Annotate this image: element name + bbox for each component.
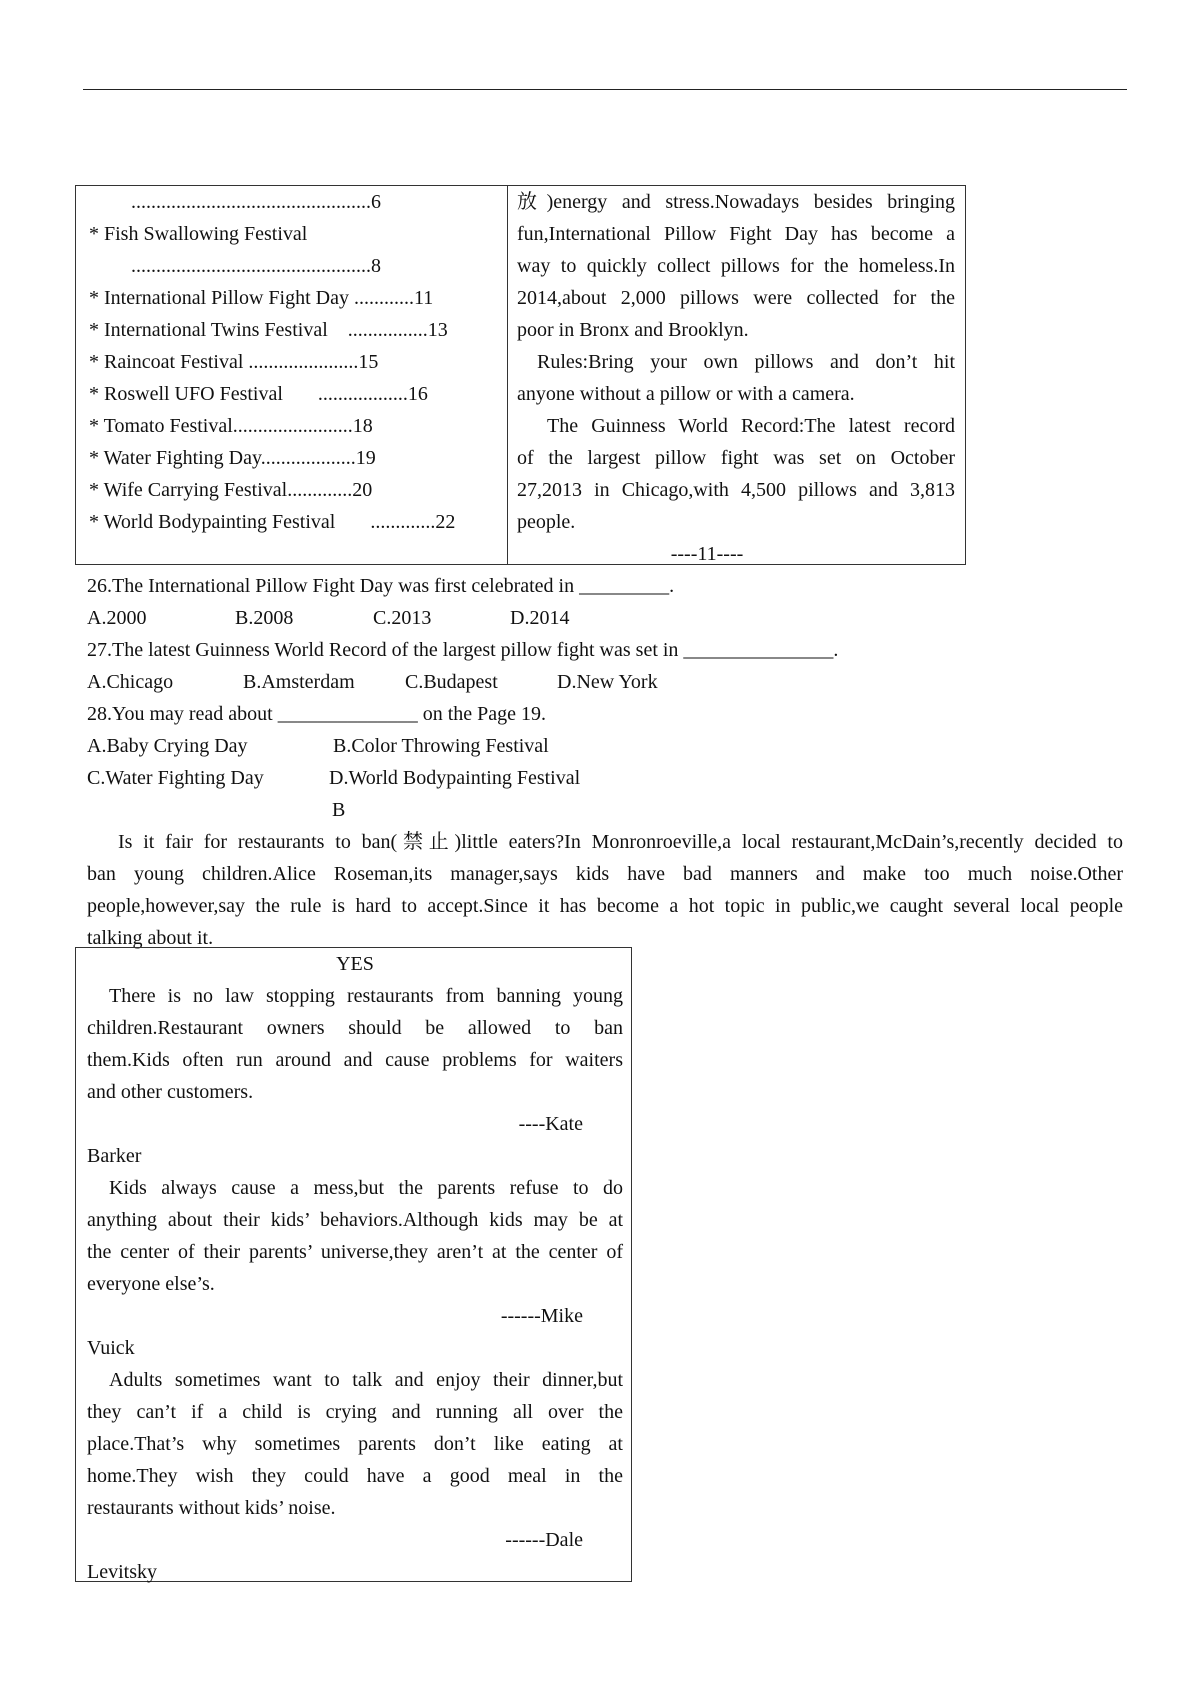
toc-line: ................................................6 (131, 191, 381, 213)
opinion-line: and other customers. (87, 1081, 254, 1103)
article-line: poor in Bronx and Brooklyn. (517, 319, 749, 341)
author-signature: Levitsky (87, 1561, 157, 1583)
opinion-line: the center of their parents’ universe,they aren’t at the center of (87, 1241, 623, 1263)
opinion-line: Kids always cause a mess,but the parents refuse to do (109, 1177, 623, 1199)
toc-line: * International Twins Festival ................13 (89, 319, 448, 341)
q28-option-b: B.Color Throwing Festival (333, 735, 549, 757)
article-line: 27,2013 in Chicago,with 4,500 pillows and 3,813 (517, 479, 955, 501)
opinion-line: Adults sometimes want to talk and enjoy their dinner,but (109, 1369, 623, 1391)
q27-option-a: A.Chicago (87, 671, 174, 693)
author-signature: ------Dale (505, 1529, 583, 1551)
q26-option-b: B.2008 (235, 607, 294, 629)
contents-and-article-box (75, 185, 966, 565)
author-signature: Barker (87, 1145, 142, 1167)
paragraph-line: people,however,say the rule is hard to accept.Since it has become a hot topic in public,we caught several local people (87, 895, 1123, 917)
column-divider (507, 186, 508, 564)
paragraph-line: talking about it. (87, 927, 214, 949)
q28-option-c: C.Water Fighting Day (87, 767, 264, 789)
article-line: fun,International Pillow Fight Day has become a (517, 223, 955, 245)
question-28: 28.You may read about ______________ on the Page 19. (87, 703, 547, 725)
header-rule (83, 89, 1127, 90)
yes-opinions-box (75, 947, 632, 1582)
author-signature: ----Kate (518, 1113, 583, 1135)
q26-option-d: D.2014 (510, 607, 570, 629)
opinion-line: home.They wish they could have a good meal in the (87, 1465, 623, 1487)
toc-line: * Raincoat Festival ......................15 (89, 351, 379, 373)
toc-line: * Tomato Festival........................18 (89, 415, 373, 437)
article-line: The Guinness World Record:The latest record (547, 415, 955, 437)
article-line: way to quickly collect pillows for the homeless.In (517, 255, 955, 277)
article-line: 2014,about 2,000 pillows were collected for the (517, 287, 955, 309)
opinion-line: children.Restaurant owners should be allowed to ban (87, 1017, 623, 1039)
toc-line: ................................................8 (131, 255, 381, 277)
question-27: 27.The latest Guinness World Record of the largest pillow fight was set in _______________. (87, 639, 839, 661)
opinion-line: them.Kids often run around and cause problems for waiters (87, 1049, 623, 1071)
toc-line: * Wife Carrying Festival.............20 (89, 479, 373, 501)
q28-option-a: A.Baby Crying Day (87, 735, 248, 757)
opinion-line: place.That’s why sometimes parents don’t like eating at (87, 1433, 623, 1455)
paragraph-line: ban young children.Alice Roseman,its manager,says kids have bad manners and make too much noise.Other (87, 863, 1123, 885)
opinion-line: anything about their kids’ behaviors.Although kids may be at (87, 1209, 623, 1231)
toc-line: * Roswell UFO Festival ..................16 (89, 383, 428, 405)
toc-line: * Fish Swallowing Festival (89, 223, 308, 245)
opinion-line: restaurants without kids’ noise. (87, 1497, 336, 1519)
paragraph-line: Is it fair for restaurants to ban(禁止)little eaters?In Monronroeville,a local restaurant,McDain’s,recently decided to (118, 831, 1123, 853)
page-number: ----11---- (670, 543, 744, 565)
q27-option-c: C.Budapest (405, 671, 498, 693)
toc-line: * International Pillow Fight Day ............11 (89, 287, 434, 309)
article-line: people. (517, 511, 576, 533)
opinion-line: There is no law stopping restaurants from banning young (109, 985, 623, 1007)
opinion-line: everyone else’s. (87, 1273, 215, 1295)
q27-option-d: D.New York (557, 671, 658, 693)
opinion-line: they can’t if a child is crying and running all over the (87, 1401, 623, 1423)
article-line: of the largest pillow fight was set on October (517, 447, 955, 469)
q26-option-a: A.2000 (87, 607, 147, 629)
article-line: Rules:Bring your own pillows and don’t hit (537, 351, 955, 373)
article-line: 放)energy and stress.Nowadays besides bringing (517, 191, 955, 213)
q27-option-b: B.Amsterdam (243, 671, 355, 693)
article-line: anyone without a pillow or with a camera. (517, 383, 855, 405)
yes-heading: YES (336, 953, 374, 975)
question-26: 26.The International Pillow Fight Day was first celebrated in _________. (87, 575, 675, 597)
author-signature: Vuick (87, 1337, 135, 1359)
author-signature: ------Mike (500, 1305, 583, 1327)
q26-option-c: C.2013 (373, 607, 432, 629)
toc-line: * World Bodypainting Festival .............22 (89, 511, 456, 533)
section-label: B (332, 799, 346, 821)
toc-line: * Water Fighting Day...................19 (89, 447, 376, 469)
q28-option-d: D.World Bodypainting Festival (329, 767, 581, 789)
